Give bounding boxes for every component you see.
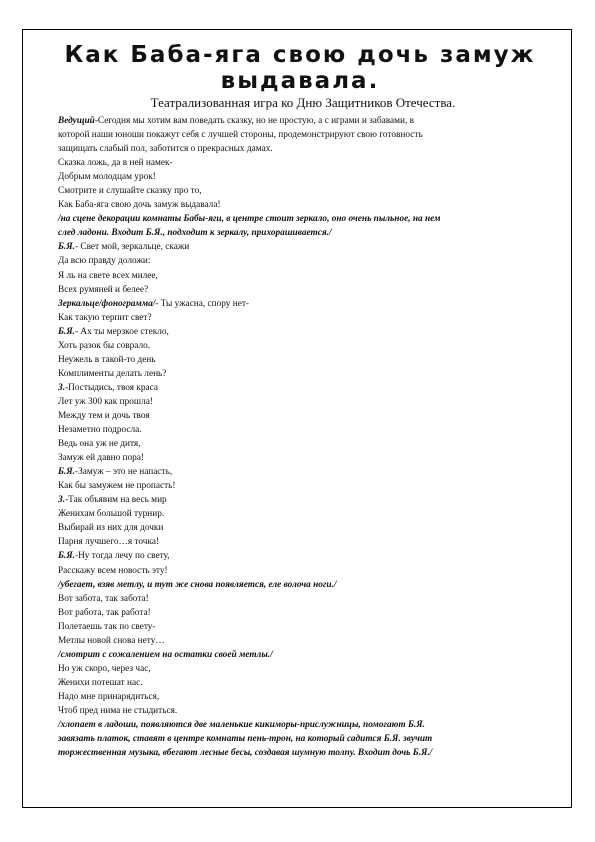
text-line: Комплименты делать лень? [58, 368, 167, 379]
text-line: Как бы замужем не пропасть! [58, 481, 176, 492]
stage-direction: след ладони. Входит Б.Я., подходит к зеркалу, прихорашивается./ [58, 228, 332, 239]
text-line: Всех румяней и белее? [58, 284, 149, 295]
script-lines [58, 114, 548, 760]
text-line: Вот работа, так работа! [58, 607, 151, 618]
text-line: Женихам большой турнир. [58, 509, 165, 520]
stage-direction: /убегает, взяв метлу, и тут же снова появляется, еле волоча ноги./ [58, 579, 337, 590]
text-line: Добрым молодцам урок! [58, 172, 156, 183]
text-line: Замуж ей давно пора! [58, 453, 145, 464]
text-line: Незаметно подросла. [58, 425, 142, 436]
text-line: Женихи потешат нас. [58, 677, 143, 688]
dialogue-text: -Постыдись, твоя краса [65, 382, 159, 393]
text-line: Как такую терпит свет? [58, 312, 152, 323]
document-subtitle: Театрализованная игра ко Дню Защитников Отечества. [150, 95, 456, 110]
dialogue-line [58, 381, 548, 395]
dialogue-line [58, 465, 548, 479]
speaker-name: Б.Я. [58, 551, 75, 562]
document-title [50, 42, 550, 94]
title-line-1: Как Баба-яга свою дочь замуж [64, 42, 536, 68]
speaker-name: Б.Я. [58, 326, 75, 337]
stage-direction: /смотрит с сожалением на остатки своей метлы./ [58, 649, 273, 660]
text-line: Хоть разок бы соврало. [58, 340, 151, 351]
stage-direction: /хлопает в ладоши, появляются две маленькие кикиморы-прислужницы, помогают Б.Я. [58, 720, 425, 731]
dialogue-text: -Сегодня мы хотим вам поведать сказку, но не простую, а с играми и забавами, в [94, 116, 415, 126]
stage-direction: /на сцене декорации комнаты Бабы-яги, в центре стоит зеркало, оно очень пыльное, на нем [58, 214, 441, 225]
text-line: Но уж скоро, через час, [58, 663, 151, 674]
dialogue-text: - Ах ты мерзкое стекло, [74, 326, 169, 337]
text-line: Сказка ложь, да в ней намек- [58, 158, 173, 169]
text-line: Лет уж 300 как прошла! [58, 396, 153, 407]
text-line: Выбирай из них для дочки [58, 523, 164, 534]
stage-direction: торжественная музыка, вбегают лесные бесы, создавая шумную толпу. Входит дочь Б.Я./ [58, 748, 433, 759]
speaker-name: Б.Я. [58, 467, 75, 478]
speaker-name: Б.Я. [58, 242, 75, 253]
text-line: Да всю правду доложи: [58, 256, 151, 267]
text-line: Я ль на свете всех милее, [58, 270, 158, 281]
text-line: Надо мне принарядиться, [58, 691, 160, 702]
text-line: Ведь она уж не дитя, [58, 439, 141, 450]
text-line: Метлы новой снова нету… [58, 635, 165, 646]
dialogue-text: -Ну тогда лечу по свету, [74, 551, 170, 562]
text-line: Расскажу всем новость эту! [58, 565, 168, 576]
text-line: Чтоб пред нима не стыдиться. [58, 705, 178, 716]
dialogue-text: -Замуж – это не напасть, [74, 467, 173, 478]
speaker-name: З. [58, 495, 66, 506]
title-line-2: выдавала. [220, 68, 380, 94]
speaker-name: Ведущий [58, 116, 95, 126]
text-line: Как Баба-яга свою дочь замуж выдавала! [58, 200, 221, 211]
speaker-name: З. [58, 382, 66, 393]
text-line: Смотрите и слушайте сказку про то, [58, 186, 202, 197]
speaker-name: Зеркальце/фонограмма/ [58, 298, 156, 309]
text-line: защищать слабый пол, заботится о прекрасных дамах. [58, 144, 273, 155]
dialogue-text: - Ты ужасна, спору нет- [155, 298, 250, 309]
text-line: Между тем и дочь твоя [58, 410, 150, 421]
stage-direction: завязать платок, ставят в центре комнаты пень-трон, на который садится Б.Я. звучит [58, 734, 433, 745]
document-body [58, 42, 548, 760]
dialogue-line [58, 549, 548, 563]
dialogue-text: -Так объявим на весь мир [65, 495, 167, 506]
text-line: Полетаешь так по свету- [58, 621, 156, 632]
dialogue-line [58, 240, 548, 254]
dialogue-line [58, 493, 548, 507]
dialogue-line [58, 297, 548, 311]
text-line: которой наши юноши покажут себя с лучшей стороны, продемонстрируют свою готовность [58, 130, 423, 141]
dialogue-text: - Свет мой, зеркальце, скажи [74, 242, 190, 253]
text-line: Парня лучшего…я точка! [58, 537, 160, 548]
dialogue-line [58, 325, 548, 339]
dialogue-line [58, 114, 548, 128]
text-line: Неужель в такой-то день [58, 354, 156, 365]
text-line: Вот забота, так забота! [58, 593, 149, 604]
